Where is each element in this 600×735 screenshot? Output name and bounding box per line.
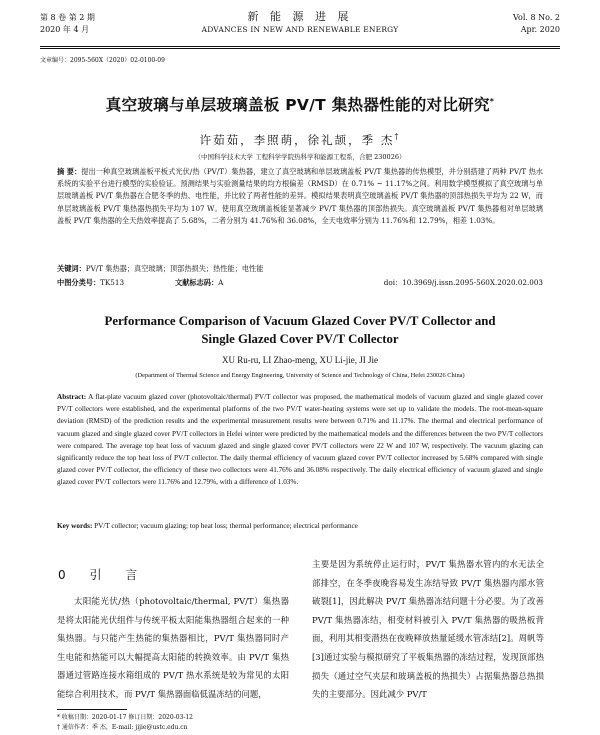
- abstract-en: [57, 391, 543, 489]
- footnote-received: * 收稿日期：2020-01-17 修订日期：2020-03-12: [57, 714, 194, 721]
- author-list: [40, 132, 560, 148]
- body-column-left: 太阳能光伏/热（photovoltaic/thermal, PV/T）集热器是将太阳能光伏组件与传统平板太阳能集热器组合起来的一种集热器。与只能产生热能的集热器相比，PV/T 集热器同时产生电能和热能可以大幅提高太阳能的转换效率。由 PV/T 集热器通过管路连接水箱组成的 PV/T 热水系统是较为常见的太阳能综合利用技术，而 PV/T 集热器面临低温冻结的问题，: [57, 596, 289, 699]
- journal-name-cn: 新 能 源 进 展: [247, 10, 353, 23]
- article-number: 文章编号：2095-560X（2020）02-0100-09: [40, 57, 165, 64]
- abstract-en-text: A flat-plate vacuum glazed cover (photovoltaic/thermal) PV/T collector was proposed, the mathematical models of vacuum glazed and single glazed cover PV/T collectors were established, and the experimental platforms of the two PV/T water-heating systems were set up to validate the models. The root-mean-square deviation (RMSD) of the prediction results and the experimental measurement results were between 0.71% and 11.17%. The thermal and electrical performance of vacuum glazed and single glazed cover PV/T collectors in Hefei winter were predicted by the mathematical models and the differences between the two PV/T collectors were compared. The average top heat loss of vacuum glazed and single glazed cover PV/T collectors were 22 W and 107 W, respectively. The vacuum glazing can significantly reduce the top heat loss of PV/T collector. The daily thermal efficiency of vacuum glazed cover PV/T collector increased by 5.68% compared with single glazed cover PV/T collector, the efficiency of these two collectors were 41.76% and 36.08% respectively. The daily electrical efficiency of vacuum glazed and single glazed cover PV/T collectors were 11.76% and 12.79%, with a difference of 1.03%.: [57, 393, 544, 487]
- abstract-text: 提出一种真空玻璃盖板平板式光伏/热（PV/T）集热器，建立了真空玻璃和单层玻璃盖板 PV/T 集热器的传热模型，并分别搭建了两种 PV/T 热水系统的实验平台进行模型的实验验证。预测结果与实验测量结果的均方根偏差（RMSD）在 0.71% ~ 11.17%之间。利用数学模型模拟了真空玻璃与单层玻璃盖板 PV/T 集热器在合肥冬季的热、电性能，并比较了两者性能的差异。模拟结果表明真空玻璃盖板 PV/T 集热器的顶部热损失平均为 22 W，而单层玻璃盖板 PV/T 集热器热损失平均为 107 W。使用真空玻璃盖板能显著减少 PV/T 集热器的顶部热损失。真空玻璃盖板 PV/T 集热器相对单层玻璃盖板 PV/T 集热器的全天热效率提高了 5.68%，二者分别为 41.76%和 36.08%，全天电效率分别为 11.76%和 12.79%，相差 1.03%。: [57, 167, 543, 225]
- footnote-rule: [57, 709, 127, 710]
- footnote-corresponding: † 通信作者：季 杰，E-mail: jijie@ustc.edu.cn: [57, 724, 188, 731]
- english-title-line2: Single Glazed Cover PV/T Collector: [201, 332, 399, 346]
- journal-masthead: [150, 10, 450, 35]
- english-affiliation: (Department of Thermal Science and Energy Engineering, University of Science and Technology of China, Hefei 230026 China): [135, 372, 465, 379]
- keywords-en-text: PV/T collector; vacuum glazing; top heat loss; thermal performance; electrical performance: [94, 522, 358, 530]
- doc-code-label: 文献标志码：: [175, 278, 219, 287]
- clc-label: 中图分类号：: [57, 278, 101, 287]
- corresponding-mark: †: [394, 132, 401, 142]
- journal-name-en: ADVANCES IN NEW AND RENEWABLE ENERGY: [201, 25, 399, 34]
- keywords-cn: [57, 264, 263, 274]
- doi: doi：10.3969/j.issn.2095-560X.2020.02.003: [383, 278, 543, 287]
- english-title: [40, 312, 560, 348]
- authors-text: 许茹茹，李照萌，徐礼颉，季 杰: [199, 133, 395, 147]
- header-rule: [40, 46, 560, 47]
- doc-code: A: [218, 278, 224, 287]
- volume-issue-en: Vol. 8 No. 2: [513, 13, 560, 22]
- keywords-en: [57, 522, 543, 530]
- keywords-text: PV/T 集热器；真空玻璃；顶部热损失；热性能；电性能: [85, 264, 264, 273]
- volume-issue: 第 8 卷 第 2 期: [40, 13, 95, 22]
- doc-code-group: [175, 278, 224, 288]
- section-heading: 0 引 言: [58, 568, 148, 582]
- title-footnote-mark: *: [489, 96, 495, 106]
- issue-date: 2020 年 4 月: [40, 25, 90, 34]
- english-title-line1: Performance Comparison of Vacuum Glazed Cover PV/T Collector and: [104, 314, 496, 328]
- keywords-en-label: Key words:: [57, 522, 93, 530]
- page-title: [40, 93, 560, 115]
- header-right: [513, 12, 560, 36]
- english-authors: XU Ru-ru, LI Zhao-meng, XU Li-jie, JI Jie: [222, 355, 378, 365]
- affiliation: （中国科学技术大学 工程科学学院热科学和能源工程系，合肥 230026）: [194, 153, 406, 161]
- abstract-en-label: Abstract:: [57, 393, 87, 401]
- body-column-right: 主要是因为系统停止运行时，PV/T 集热器水管内的水无法全部排空，在冬季夜晚容易发生冻结导致 PV/T 集热器内部水管破裂[1]，因此解决 PV/T 集热器冻结问题十分必要。为了改善 PV/T 集热器冻结，相变材料被引入 PV/T 集热器的吸热板背面，利用其相变潜热在夜晚释放热量延缓水管冻结[2]。周帆等[3]通过实验与模拟研究了平板集热器的冻结过程，发现顶部热损失（通过空气夹层和玻璃盖板的热损失）占据集热器总热损失的主要部分。因此减少 PV/T: [312, 559, 544, 700]
- clc-number: TK513: [100, 278, 125, 287]
- issue-date-en: Apr. 2020: [520, 25, 560, 34]
- header-left: [40, 12, 95, 36]
- abstract-label: 摘 要：: [57, 167, 82, 176]
- title-text: 真空玻璃与单层玻璃盖板 PV/T 集热器性能的对比研究: [105, 96, 490, 114]
- keywords-label: 关键词：: [57, 264, 86, 273]
- header-rule-thin: [40, 48, 560, 49]
- abstract-cn: [57, 166, 543, 227]
- clc-group: [57, 278, 125, 288]
